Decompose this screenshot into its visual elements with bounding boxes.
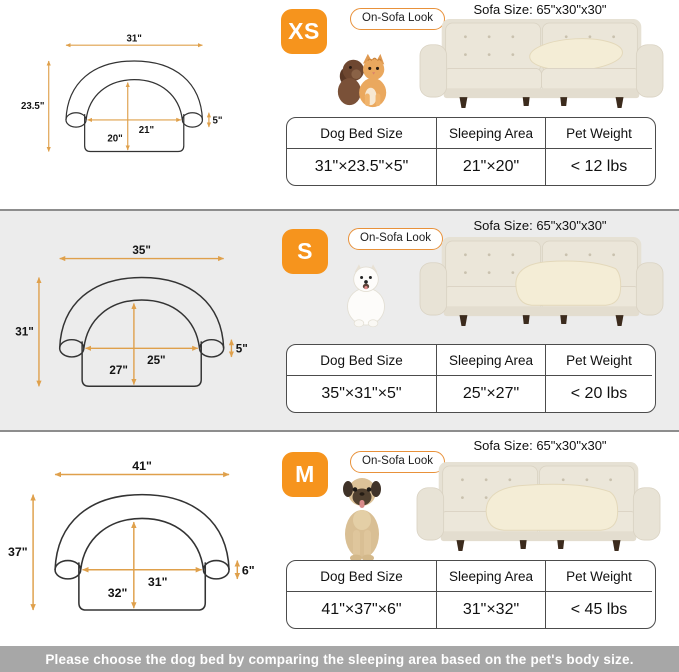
spec-table [286,560,656,629]
bolster-height-label: 5" [212,115,223,127]
footer-note-text: Please choose the dog bed by comparing the sleeping area based on the pet's body size. [45,651,634,667]
bolster-height-label: 5" [235,342,248,356]
spec-table [286,344,656,413]
sofa-photo [418,17,665,108]
bed-height-label: 31" [15,325,34,339]
sofa-legs [459,97,623,108]
sleep-width-label: 31" [147,575,168,590]
sofa-photo [415,460,662,551]
header-dog-bed-size: Dog Bed Size [287,345,436,376]
header-sleeping-area: Sleeping Area [436,118,545,149]
bed-height-label: 23.5" [20,101,45,113]
sleep-depth-label: 20" [107,133,123,145]
sleep-depth-label: 27" [109,364,128,378]
on-sofa-look-label: On-Sofa Look [362,12,433,24]
plush-mat-overlay [486,484,618,530]
header-dog-bed-size: Dog Bed Size [287,561,436,592]
size-section-xs [0,0,679,209]
size-badge: M [282,452,328,497]
value-pet-weight: < 12 lbs [545,149,652,185]
plush-mat-overlay [516,261,621,305]
size-section-s [0,209,679,430]
sleep-width-label: 25" [147,353,166,367]
bolster-height-label: 6" [241,563,255,578]
bed-dimension-diagram-xs [20,32,224,169]
spec-table [286,117,656,186]
on-sofa-look-label: On-Sofa Look [360,232,431,244]
sleep-depth-label: 32" [107,586,128,601]
value-dog-bed-size: 31"×23.5"×5" [314,158,409,175]
sofa-legs [459,315,623,326]
header-dog-bed-size: Dog Bed Size [287,118,436,149]
pet-photo-kitten-and-puppy [334,52,392,108]
pet-photo-pug [334,476,390,562]
bed-width-label: 41" [132,458,152,473]
sleep-width-label: 21" [138,124,155,136]
header-pet-weight: Pet Weight [545,345,652,376]
value-pet-weight: < 20 lbs [545,376,652,412]
bed-width-label: 31" [126,33,142,45]
footer-note-bar [0,646,679,672]
size-badge: S [282,229,328,274]
sofa-photo [418,235,665,326]
sofa-size-label: Sofa Size: 65"x30"x30" [473,438,607,453]
size-section-m [0,430,679,646]
value-sleeping-area: 31"×32" [436,592,545,628]
header-pet-weight: Pet Weight [545,118,652,149]
bed-width-label: 35" [132,244,151,258]
value-sleeping-area: 21"×20" [436,149,545,185]
sofa-size-label: Sofa Size: 65"x30"x30" [473,218,607,233]
value-pet-weight: < 45 lbs [545,592,652,628]
bed-dimension-diagram-s [4,243,250,407]
bed-height-label: 37" [7,544,28,559]
header-sleeping-area: Sleeping Area [436,561,545,592]
sofa-legs [456,540,620,551]
size-badge: XS [281,9,327,54]
value-dog-bed-size: 41"×37"×6" [321,601,402,618]
sofa-size-label: Sofa Size: 65"x30"x30" [473,2,607,17]
pet-photo-white-dog [344,260,388,332]
on-sofa-look-label: On-Sofa Look [362,455,433,467]
value-sleeping-area: 25"×27" [436,376,545,412]
value-dog-bed-size: 35"×31"×5" [321,385,402,402]
header-sleeping-area: Sleeping Area [436,345,545,376]
bed-dimension-diagram-m [0,458,257,632]
header-pet-weight: Pet Weight [545,561,652,592]
